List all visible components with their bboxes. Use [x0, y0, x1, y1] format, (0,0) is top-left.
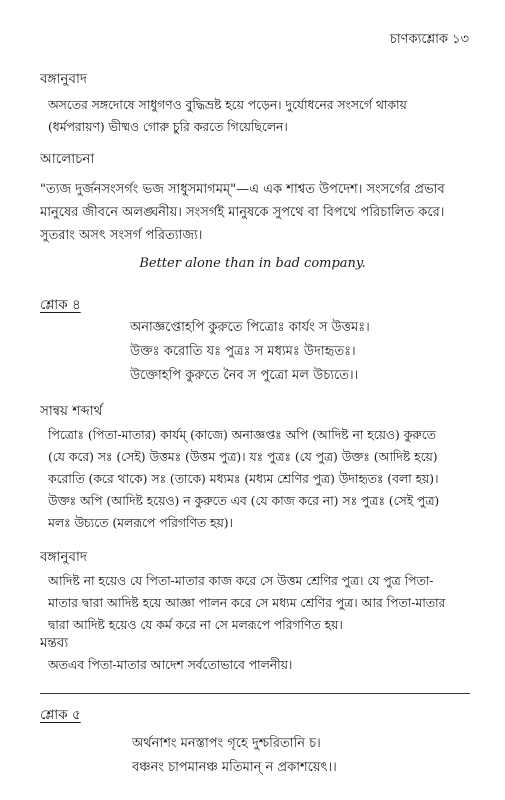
paragraph-line: মলঃ উচ্যতে (মলরূপে পরিগণিত হয়)। [48, 516, 233, 530]
paragraph-line: "ত্যজ দুর্জনসংসর্গং ভজ সাধুসমাগমম্"—এ এক শাশ্বত উপদেশ। সংসর্গের প্রভাব [40, 182, 445, 197]
paragraph-line: সুতরাং অসৎ সংসর্গ পরিত্যাজ্য। [40, 228, 203, 243]
section-heading-translation: বঙ্গানুবাদ [40, 71, 87, 87]
english-quote: Better alone than in bad company. [139, 256, 366, 271]
paragraph-line: অতএব পিতা-মাতার আদেশ সর্বতোভাবে পালনীয়। [48, 658, 293, 672]
running-head: চাণক্যশ্লোক ১৩ [389, 32, 469, 47]
paragraph-line: (যে করে) সঃ (সেই) উত্তমঃ (উত্তম পুত্র)। যঃ পুত্রঃ (যে পুত্র) উক্তঃ (আদিষ্ট হয়ে) [48, 450, 438, 464]
verse-line: উক্তঃ করোতি যঃ পুত্রঃ স মধ্যমঃ উদাহৃতঃ। [130, 344, 356, 359]
verse-line: বঞ্চনং চাপমানঞ্চ মতিমান্ ন প্রকাশয়েৎ।। [132, 760, 337, 775]
paragraph-line: মাতার দ্বারা আদিষ্ট হয়ে আজ্ঞা পালন করে সে মধ্যম শ্রেণির পুত্র। আর পিতা-মাতার [48, 596, 446, 610]
comment-paragraph [48, 654, 466, 676]
paragraph-line: দ্বারা আদিষ্ট হয়েও যে কর্ম করে না সে মলরূপে পরিগণিত হয়। [48, 618, 343, 632]
paragraph-line: মানুষের জীবনে অলঙ্ঘনীয়। সংসর্গই মানুষকে সুপথে বা বিপথে পরিচালিত করে। [40, 205, 445, 220]
section-divider [40, 693, 470, 694]
word-meanings-paragraph [48, 424, 466, 534]
shloka-5-heading: শ্লোক ৫ [40, 707, 81, 723]
verse-line: উক্তোহপি কুরুতে নৈব স পুত্রো মল উচ্যতে।। [130, 368, 359, 383]
discussion-paragraph [40, 178, 466, 247]
shloka-4-verse [130, 316, 370, 388]
translation-paragraph-2 [48, 570, 466, 636]
section-heading-comment: মন্তব্য [40, 635, 69, 651]
paragraph-line: আদিষ্ট না হয়েও যে পিতা-মাতার কাজ করে সে উত্তম শ্রেণির পুত্র। যে পুত্র পিতা- [48, 574, 434, 588]
section-heading-discussion: আলোচনা [40, 151, 95, 167]
verse-line: অনাজ্ঞপ্তোহপি কুরুতে পিত্রোঃ কার্যং স উত্তমঃ। [130, 320, 370, 335]
paragraph-line: উক্তঃ অপি (আদিষ্ট হয়েও) ন কুরুতে এব (যে কাজ করে না) সঃ পুত্রঃ (সেই পুত্র) [48, 494, 440, 508]
paragraph-line: পিত্রোঃ (পিতা-মাতার) কার্যম্ (কাজে) অনাজ্ঞপ্তঃ অপি (আদিষ্ট না হয়েও) কুরুতে [48, 428, 436, 442]
paragraph-line: করোতি (করে থাকে) সঃ (তাকে) মধ্যমঃ (মধ্যম শ্রেণির পুত্র) উদাহৃতঃ (বলা হয়)। [48, 472, 439, 486]
section-heading-translation-2: বঙ্গানুবাদ [40, 549, 87, 565]
verse-line: অর্থনাশং মনস্তাপং গৃহে দুশ্চরিতানি চ। [132, 736, 321, 751]
section-heading-word-meanings: সান্বয় শব্দার্থ [40, 403, 103, 419]
translation-paragraph [48, 94, 466, 138]
paragraph-line: (ধর্মপরায়ণ) ভীষ্মও গোরু চুরি করতে গিয়েছিলেন। [48, 120, 288, 134]
shloka-5-verse [132, 732, 337, 780]
shloka-4-heading: শ্লোক ৪ [40, 297, 81, 313]
paragraph-line: অসতের সঙ্গদোষে সাধুগণও বুদ্ধিভ্রষ্ট হয়ে পড়েন। দুর্যোধনের সংসর্গে থাকায় [48, 98, 407, 112]
